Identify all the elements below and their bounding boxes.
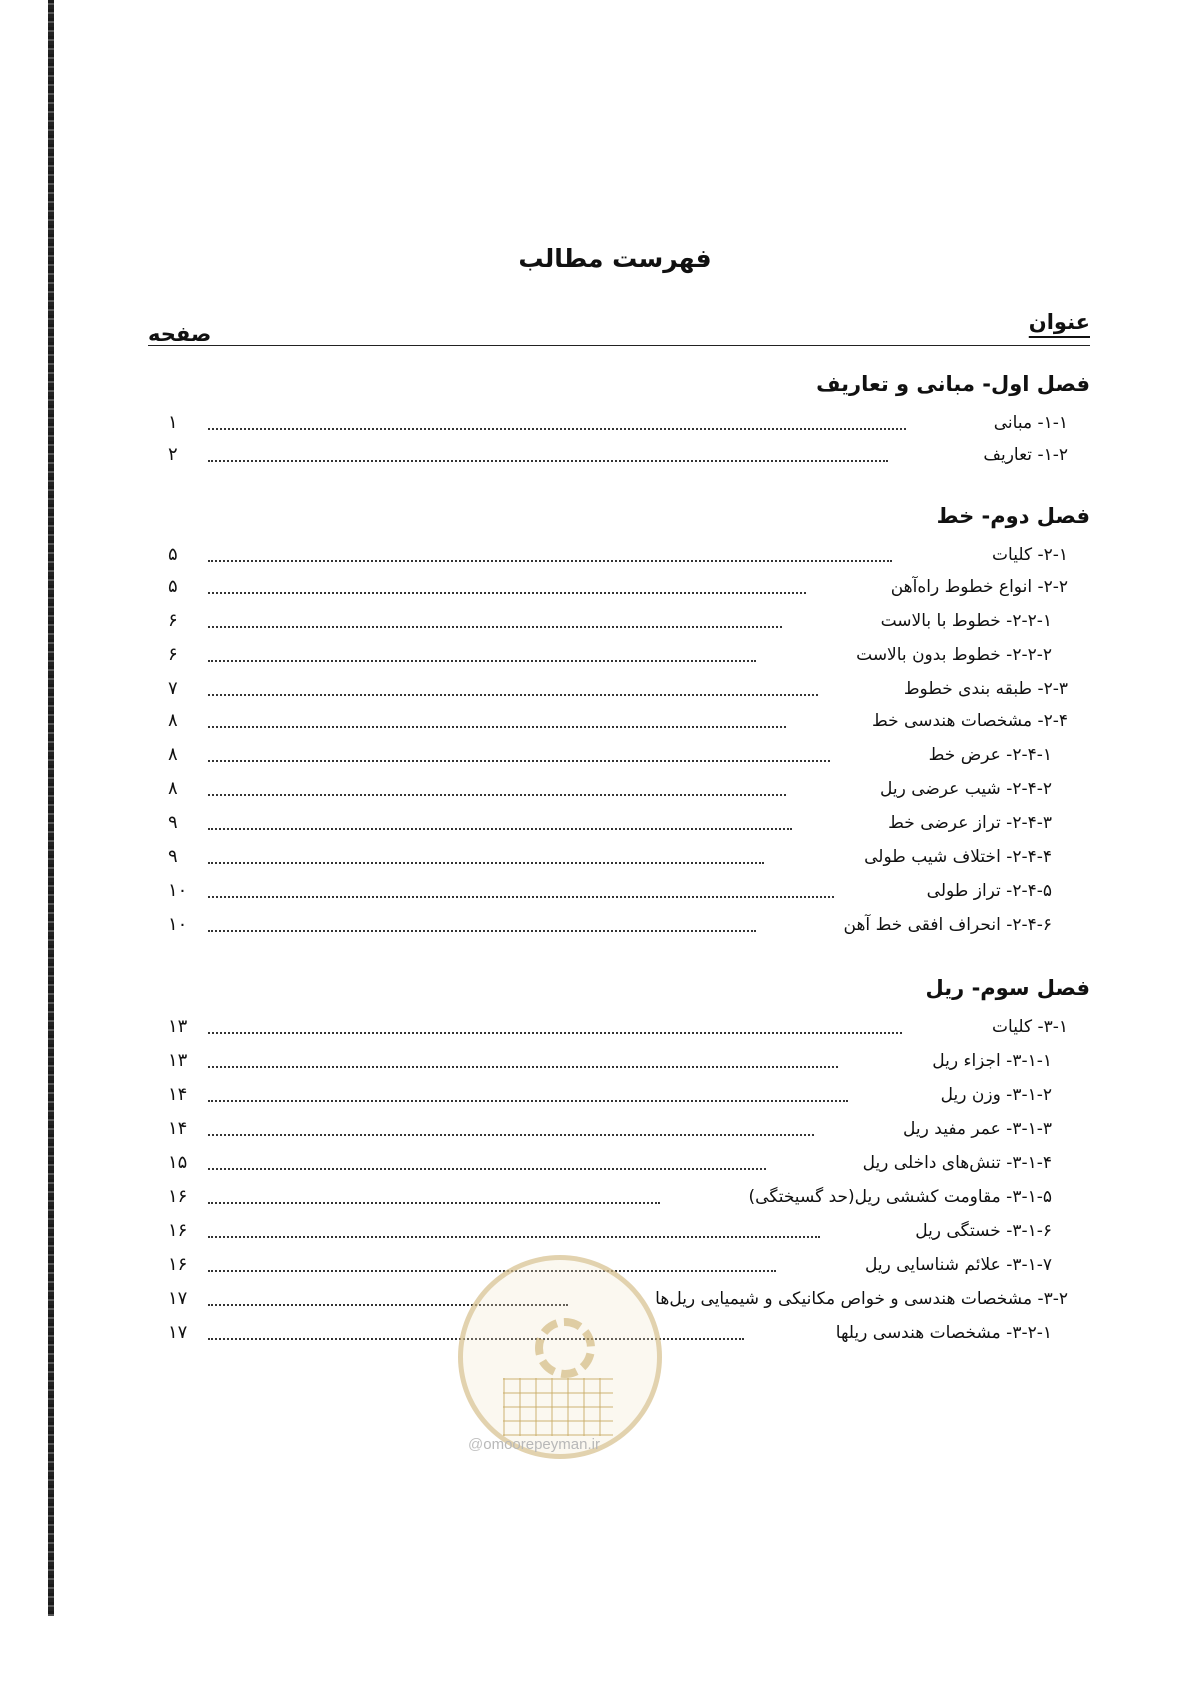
toc-page-number: ۱۶ xyxy=(168,1186,188,1207)
toc-entry[interactable] xyxy=(140,876,1052,904)
toc-entry[interactable] xyxy=(140,674,1068,702)
toc-entry[interactable] xyxy=(140,740,1052,768)
dot-leader xyxy=(208,1236,820,1238)
grid-emblem xyxy=(503,1378,613,1436)
toc-page-number: ۱۴ xyxy=(168,1118,188,1139)
chapter-1-title[interactable]: فصل اول- مبانی و تعاریف xyxy=(816,372,1090,396)
toc-entry-label: ۳-۱-۱- اجزاء ریل xyxy=(932,1051,1052,1071)
at-icon: @ xyxy=(468,1436,484,1453)
toc-entry-label: ۲-۴-۴- اختلاف شیب طولی xyxy=(864,847,1052,867)
toc-page-number: ۱۰ xyxy=(168,914,188,935)
toc-page-number: ۱۴ xyxy=(168,1084,188,1105)
dot-leader xyxy=(208,1134,814,1136)
dot-leader xyxy=(208,560,892,562)
chapter-3-title[interactable]: فصل سوم- ریل xyxy=(925,976,1090,1000)
toc-page-number: ۹ xyxy=(168,846,178,867)
dot-leader xyxy=(208,1168,766,1170)
toc-entry[interactable] xyxy=(140,606,1052,634)
dot-leader xyxy=(208,626,782,628)
column-page-heading: صفحه xyxy=(148,322,212,346)
toc-entry[interactable] xyxy=(140,1114,1052,1142)
toc-page-number: ۸ xyxy=(168,744,178,765)
toc-entry[interactable] xyxy=(140,1046,1052,1074)
dot-leader xyxy=(208,1100,848,1102)
toc-page-number: ۶ xyxy=(168,610,178,631)
toc-entry-label: ۳-۱-۳- عمر مفید ریل xyxy=(903,1119,1052,1139)
toc-entry[interactable] xyxy=(140,540,1068,568)
toc-page-number: ۲ xyxy=(168,444,178,465)
toc-entry[interactable] xyxy=(140,440,1068,468)
gear-icon xyxy=(535,1318,595,1378)
toc-page-number: ۵ xyxy=(168,576,178,597)
toc-entry-label: ۲-۴-۶- انحراف افقی خط آهن xyxy=(843,915,1052,935)
toc-page-number: ۵ xyxy=(168,544,178,565)
toc-page-number: ۹ xyxy=(168,812,178,833)
toc-entry[interactable] xyxy=(140,1182,1052,1210)
toc-entry-label: ۳-۱-۵- مقاومت کششی ریل(حد گسیختگی) xyxy=(748,1187,1052,1207)
toc-entry-label: ۳-۲- مشخصات هندسی و خواص مکانیکی و شیمیایی ریل‌ها xyxy=(655,1289,1068,1309)
toc-page-number: ۷ xyxy=(168,678,178,699)
dot-leader xyxy=(208,930,756,932)
toc-entry-label: ۳-۱- کلیات xyxy=(992,1017,1068,1037)
toc-page-number: ۱۶ xyxy=(168,1254,188,1275)
toc-entry[interactable] xyxy=(140,774,1052,802)
toc-page-number: ۸ xyxy=(168,778,178,799)
toc-entry-label: ۲-۴-۲- شیب عرضی ریل xyxy=(879,779,1052,799)
toc-entry-label: ۲-۲-۱- خطوط با بالاست xyxy=(880,611,1052,631)
dot-leader xyxy=(208,1032,902,1034)
watermark-url xyxy=(468,1436,600,1453)
dot-leader xyxy=(208,726,786,728)
toc-entry-label: ۱-۲- تعاریف xyxy=(983,445,1068,465)
toc-entry[interactable] xyxy=(140,706,1068,734)
dot-leader xyxy=(208,896,834,898)
toc-page-number: ۱ xyxy=(168,412,178,433)
toc-entry[interactable] xyxy=(140,910,1052,938)
chapter-2-title[interactable]: فصل دوم- خط xyxy=(936,504,1090,528)
scan-edge xyxy=(48,0,54,1616)
toc-entry-label: ۲-۳- طبقه بندی خطوط xyxy=(903,679,1068,699)
toc-entry-label: ۲-۴- مشخصات هندسی خط xyxy=(872,711,1068,731)
toc-entry-label: ۲-۴-۵- تراز طولی xyxy=(926,881,1052,901)
dot-leader xyxy=(208,694,818,696)
toc-page-number: ۱۷ xyxy=(168,1322,188,1343)
toc-page-number: ۶ xyxy=(168,644,178,665)
toc-page-number: ۱۳ xyxy=(168,1050,188,1071)
toc-entry[interactable] xyxy=(140,1080,1052,1108)
toc-entry[interactable] xyxy=(140,640,1052,668)
dot-leader xyxy=(208,1202,660,1204)
toc-entry[interactable] xyxy=(140,1012,1068,1040)
toc-entry[interactable] xyxy=(140,808,1052,836)
toc-entry[interactable] xyxy=(140,1148,1052,1176)
dot-leader xyxy=(208,1066,838,1068)
toc-entry-label: ۳-۱-۷- علائم شناسایی ریل xyxy=(864,1255,1052,1275)
toc-entry[interactable] xyxy=(140,842,1052,870)
toc-page-number: ۱۷ xyxy=(168,1288,188,1309)
toc-entry-label: ۲-۲-۲- خطوط بدون بالاست xyxy=(856,645,1052,665)
watermark-logo xyxy=(458,1255,662,1459)
dot-leader xyxy=(208,794,786,796)
toc-entry[interactable] xyxy=(140,408,1068,436)
toc-entry[interactable] xyxy=(140,572,1068,600)
column-title-heading: عنوان xyxy=(1028,310,1090,334)
page-title: فهرست مطالب xyxy=(518,244,712,273)
toc-entry-label: ۳-۱-۴- تنش‌های داخلی ریل xyxy=(862,1153,1052,1173)
toc-entry-label: ۱-۱- مبانی xyxy=(993,413,1068,433)
dot-leader xyxy=(208,828,792,830)
dot-leader xyxy=(208,660,756,662)
dot-leader xyxy=(208,592,806,594)
toc-entry-label: ۳-۱-۶- خستگی ریل xyxy=(915,1221,1052,1241)
dot-leader xyxy=(208,862,764,864)
dot-leader xyxy=(208,760,830,762)
toc-page-number: ۱۵ xyxy=(168,1152,188,1173)
watermark-text: omoorepeyman.ir xyxy=(483,1436,600,1453)
header-rule xyxy=(148,345,1090,346)
toc-entry-label: ۲-۴-۱- عرض خط xyxy=(928,745,1052,765)
toc-entry-label: ۲-۲- انواع خطوط راه‌آهن xyxy=(890,577,1068,597)
toc-entry-label: ۲-۱- کلیات xyxy=(992,545,1068,565)
toc-entry-label: ۳-۱-۲- وزن ریل xyxy=(940,1085,1052,1105)
dot-leader xyxy=(208,428,906,430)
toc-page-number: ۱۰ xyxy=(168,880,188,901)
toc-page-number: ۸ xyxy=(168,710,178,731)
toc-entry-label: ۳-۲-۱- مشخصات هندسی ریلها xyxy=(835,1323,1052,1343)
dot-leader xyxy=(208,1270,776,1272)
toc-entry[interactable] xyxy=(140,1216,1052,1244)
toc-entry-label: ۲-۴-۳- تراز عرضی خط xyxy=(888,813,1052,833)
toc-page-number: ۱۳ xyxy=(168,1016,188,1037)
toc-page-number: ۱۶ xyxy=(168,1220,188,1241)
dot-leader xyxy=(208,460,888,462)
